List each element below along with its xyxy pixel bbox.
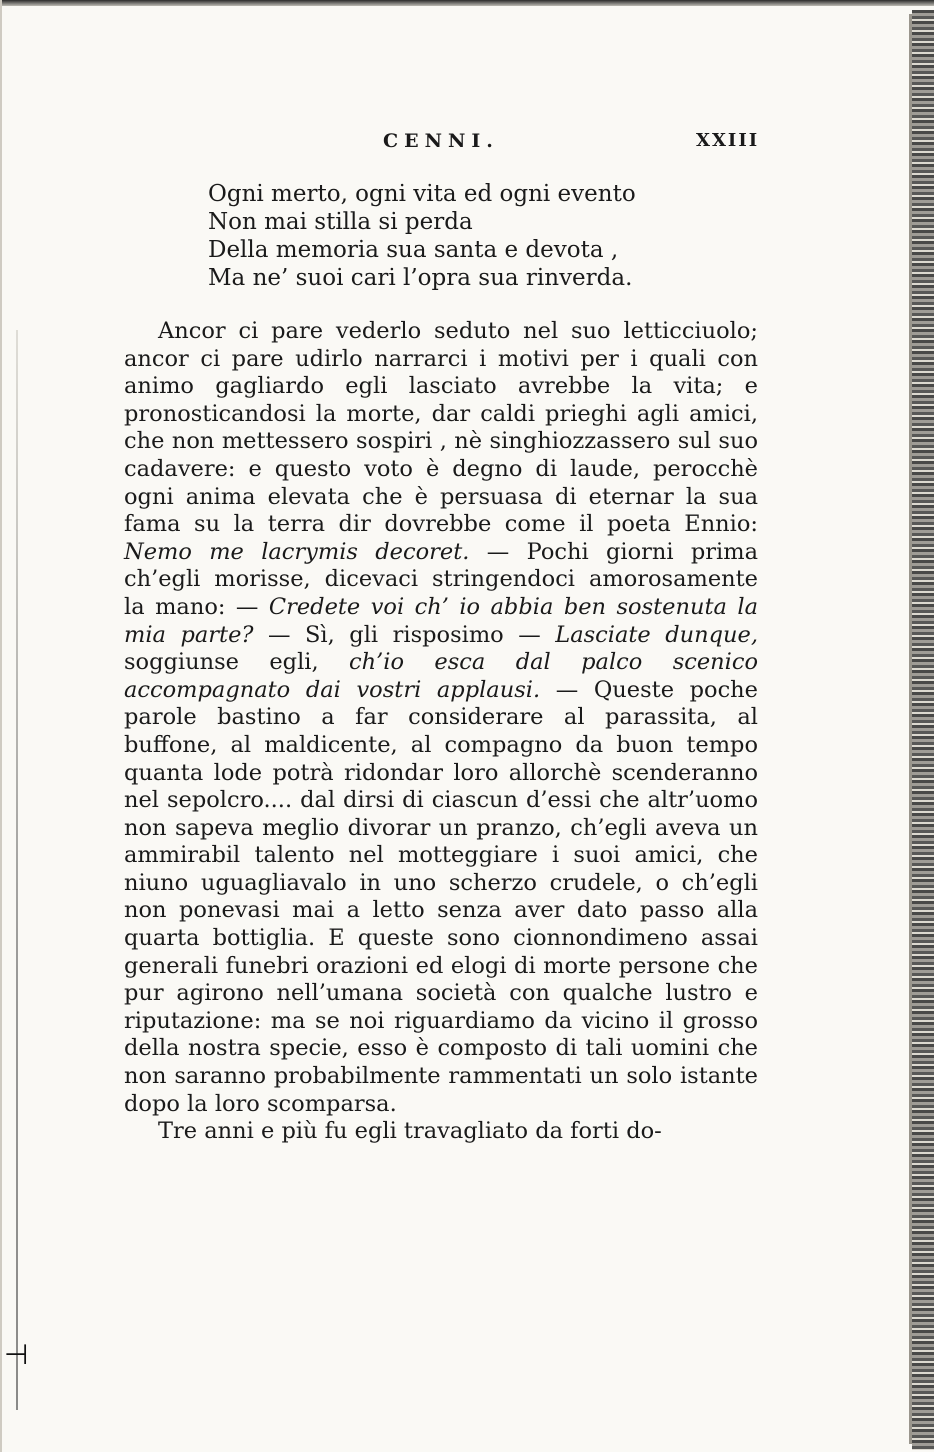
text-run: — Pochi giorni prima ch’egli morisse, dicevaci stringendoci amorosamente la mano: — (124, 538, 759, 620)
page-header (0, 130, 934, 160)
scan-edge-right (912, 10, 934, 1450)
latin-quote: Nemo me lacrymis decoret. (124, 538, 470, 565)
text-run: — Queste poche parole bastino a far considerare al parassita, al buffone, al maldicente, al compagno da buon tempo quanta lode potrà ridondar loro allorchè scenderanno nel sepolcro.... dal dirsi di ciascun d’essi che altr’uomo non sapeva meglio divorar un pranzo, ch’egli aveva un ammirabil talento nel motteggiare i suoi amici, che niuno uguagliavalo in uno scherzo crudele, o ch’egli non ponevasi mai a letto senza aver dato passo alla quarta bottiglia. E queste sono cionnondimeno assai generali funebri orazioni ed elogi di morte persone che pur agirono nell’umana società con qualche lustro e riputazione: ma se noi riguardiamo da vicino il grosso della nostra specie, esso è composto di tali uomini che non saranno probabilmente rammentati un solo istante dopo la loro scomparsa. (124, 676, 758, 1117)
verse-line: Ma ne’ suoi cari l’opra sua rinverda. (208, 265, 633, 291)
verse-line: Della memoria sua santa e devota , (208, 237, 619, 263)
running-head: CENNI. (383, 130, 499, 152)
pin-mark-icon: ⊣ (4, 1338, 29, 1371)
text-run: — Sì, gli risposimo — (268, 621, 541, 648)
scan-edge-top (0, 0, 934, 6)
verse-line: Ogni merto, ogni vita ed ogni evento (208, 181, 636, 207)
verse-line: Non mai stilla si perda (208, 209, 473, 235)
gutter-shadow (16, 330, 18, 1410)
body-text (124, 318, 758, 1146)
quote-run: ch’io esca dal palco scenico accompagnato dai vostri applausi. (124, 649, 758, 703)
quote-run: Credete voi ch’ io abbia ben sostenuta la mia parte? (124, 593, 758, 648)
quote-run: Lasciate dunque, (555, 621, 759, 648)
paragraph-1 (124, 318, 758, 1118)
text-run: Ancor ci pare vederlo seduto nel suo letticciuolo; ancor ci pare udirlo narrarci i motivi per i quali con animo gagliardo egli lasciato avrebbe la vita; e pronosticandosi la morte, dar caldi prieghi agli amici, che non mettessero sospiri , nè singhiozzassero sul suo cadavere: e questo voto è degno di laude, perocchè ogni anima elevata che è persuasa di eternar la sua fama su la terra dir dovrebbe come il poeta Ennio: (124, 318, 758, 538)
text-run: soggiunse egli, (124, 649, 319, 676)
page-number: XXIII (696, 130, 760, 151)
verse-stanza (208, 180, 708, 292)
paragraph-2: Tre anni e più fu egli travagliato da forti do- (158, 1118, 662, 1145)
scan-edge-left (0, 0, 2, 1452)
